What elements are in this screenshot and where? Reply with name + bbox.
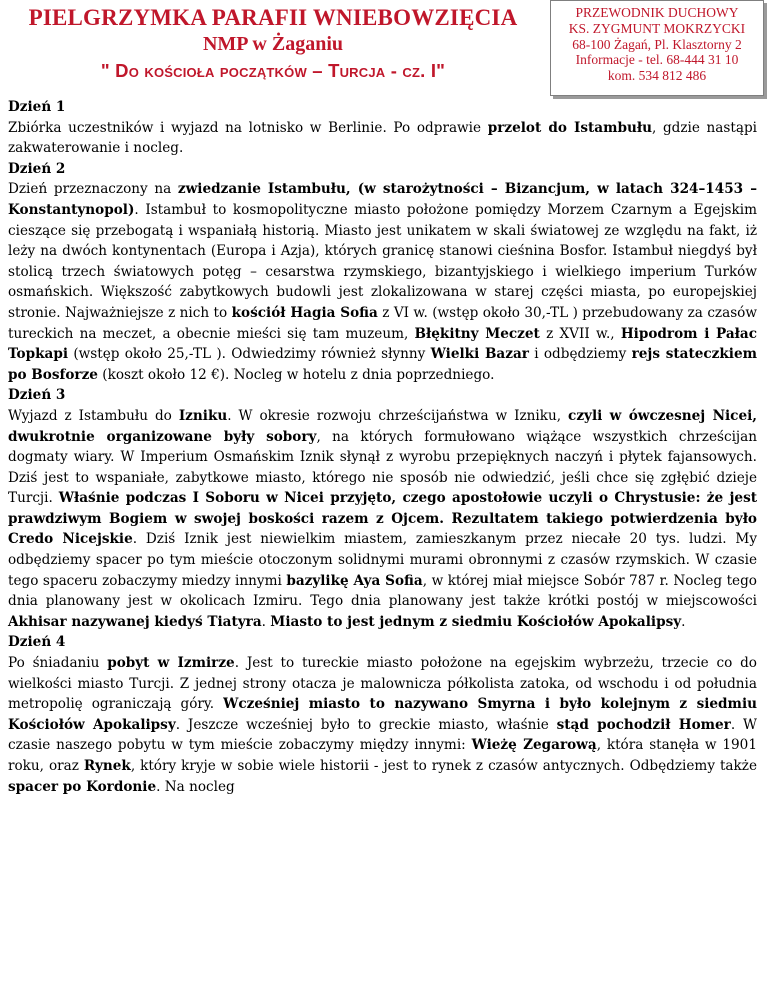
text: . Jeszcze wcześniej było to greckie miasto, właśnie [175,716,557,733]
header-title-block [8,5,538,83]
highlight: kościół Hagia Sofia [231,304,378,321]
text: (wstęp około 25,-TL ). Odwiedzimy również słynny [68,346,431,363]
text: . [261,613,271,630]
text: z VI w. (wstęp około 30,-TL ) przebudowany za czasów tureckich na meczet, a obecnie mieści się tam muzeum, [8,304,757,342]
highlight: Błękitny Meczet [414,325,540,342]
text: Dzień przeznaczony na [8,181,178,198]
text: . W okresie rozwoju chrześcijaństwa w Izniku, [227,407,569,424]
day-2-heading: Dzień 2 [8,160,66,177]
guide-mobile: kom. 534 812 486 [607,68,707,84]
text: . Istambuł to kosmopolityczne miasto położone pomiędzy Morzem Czarnym a Egejskim cieszące się przebogatą i wspaniałą historią. Miasto jest unikatem w skali światowej ze względu na fakt, iż leży na dwóch kontynentach (Europa i Azja), których granicę stanowi cieśnina Bosfor. Istambuł niegdyś był stolicą trzech światowych potęg – cesarstwa rzymskiego, bizantyjskiego i wielkiego imperium Turków osmańskich. Większość zabytkowych budowli jest zlokalizowana w starej części miasta, po europejskiej stronie. Najważniejsze z nich to [8,201,757,321]
text: . Jest to tureckie miasto położone na egejskim wybrzeżu, trzecie co do wielkości miasto Turcji. Z jednej strony otacza je malownicza półkolista zatoka, od wschodu i od południa metropolię ograniczają góry. [8,655,757,713]
highlight: Akhisar nazywanej kiedyś Tiatyra [8,613,262,630]
highlight: Wcześniej miasto to nazywano Smyrna i było kolejnym z siedmiu Kościołów Apokalipsy [8,696,757,733]
text: Po śniadaniu [8,655,108,672]
text: Wyjazd z Istambułu do [8,407,179,424]
highlight: Wielki Bazar [430,346,529,363]
day-4-text [8,653,757,797]
text: , która stanęła w 1901 roku, oraz [8,737,757,774]
page-subtitle: NMP w Żaganiu [202,33,344,55]
text: . Dziś Iznik jest niewielkim miastem, zamieszkanym przez niecałe 20 tys. ludzi. My odbędziemy spacer po tym mieście otoczonym solidnymi murami obronnymi z czasów rzymskich. W czasie tego spaceru zobaczymy miedzy innymi [8,531,757,589]
guide-label: PRZEWODNIK DUCHOWY [575,5,739,20]
highlight: Rynek [83,758,131,774]
highlight: rejs stateczkiem po Bosforze [8,346,757,383]
text: , w której miał miejsce Sobór 787 r. Nocleg tego dnia planowany jest w okolicach Izmiru. Tego dnia planowany jest także krótki postój w miejscowości [8,572,757,610]
day-4-heading: Dzień 4 [8,634,66,651]
spiritual-guide-box [550,0,764,96]
highlight: Hipodrom i Pałac Topkapi [8,325,757,363]
day-3-heading: Dzień 3 [8,387,66,404]
guide-phone: Informacje - tel. 68-444 31 10 [575,52,739,68]
text: . Na nocleg [156,778,235,795]
highlight: czyli w ówczesnej Nicei, dwukrotnie organizowane były sobory [8,407,757,445]
text: Zbiórka uczestników i wyjazd na lotnisko w Berlinie. Po odprawie [8,119,488,136]
text: i odbędziemy [528,346,632,363]
highlight: Miasto to jest jednym z siedmiu Kościołów Apokalipsy [270,613,682,630]
guide-name: KS. ZYGMUNT MOKRZYCKI [568,20,746,36]
highlight: Właśnie podczas I Soboru w Nicei przyjęto, czego apostołowie uczyli o Chrystusie: że jest prawdziwym Bogiem w swojej boskości razem z Ojcem. Rezultatem takiego potwierdzenia było Credo Nicejskie [8,490,757,548]
day-1-text [8,118,757,159]
day-1-heading: Dzień 1 [8,99,66,115]
highlight: Wieżę Zegarową [471,737,597,754]
highlight: pobyt w Izmirze [107,655,235,672]
trip-title: " Do kościoła początków – Turcja - cz. I" [100,60,446,81]
guide-address: 68-100 Żagań, Pl. Klasztorny 2 [572,36,742,52]
day-3-text [8,406,757,633]
highlight: spacer po Kordonie [8,778,157,795]
highlight: stąd pochodził Homer [556,716,731,733]
page-title: PIELGRZYMKA PARAFII WNIEBOWZIĘCIA [28,5,518,30]
text: , gdzie nastąpi zakwaterowanie i nocleg. [8,119,758,157]
text: z XVII w., [539,325,621,342]
highlight: Izniku [178,407,228,424]
text: , który kryje w sobie wiele historii - jest to rynek z czasów antycznych. Odbędziemy także [130,758,757,774]
highlight: bazylikę Aya Sofia [286,572,423,589]
itinerary-content [8,97,757,797]
highlight: zwiedzanie Istambułu, (w starożytności – Bizancjum, w latach 324–1453 – Konstantynopol) [8,181,757,218]
text: . W czasie naszego pobytu w tym mieście zobaczymy między innymi: [8,716,757,754]
text: (koszt około 12 €). Nocleg w hotelu z dnia poprzedniego. [97,366,495,383]
text: , na których formułowano wiążące wszystkich chrześcijan dogmaty wiary. W Imperium Osmańskim Iznik słynął z wyrobu przepięknych naczyń i płytek fajansowych. Dziś jest to wspaniałe, zabytkowe miasto, którego nie sposób nie odwiedzić, jeśli chce się zgłębić dzieje Turcji. [8,428,758,507]
highlight: przelot do Istambułu [487,119,652,136]
day-2-text [8,179,757,385]
text: . [681,613,686,630]
